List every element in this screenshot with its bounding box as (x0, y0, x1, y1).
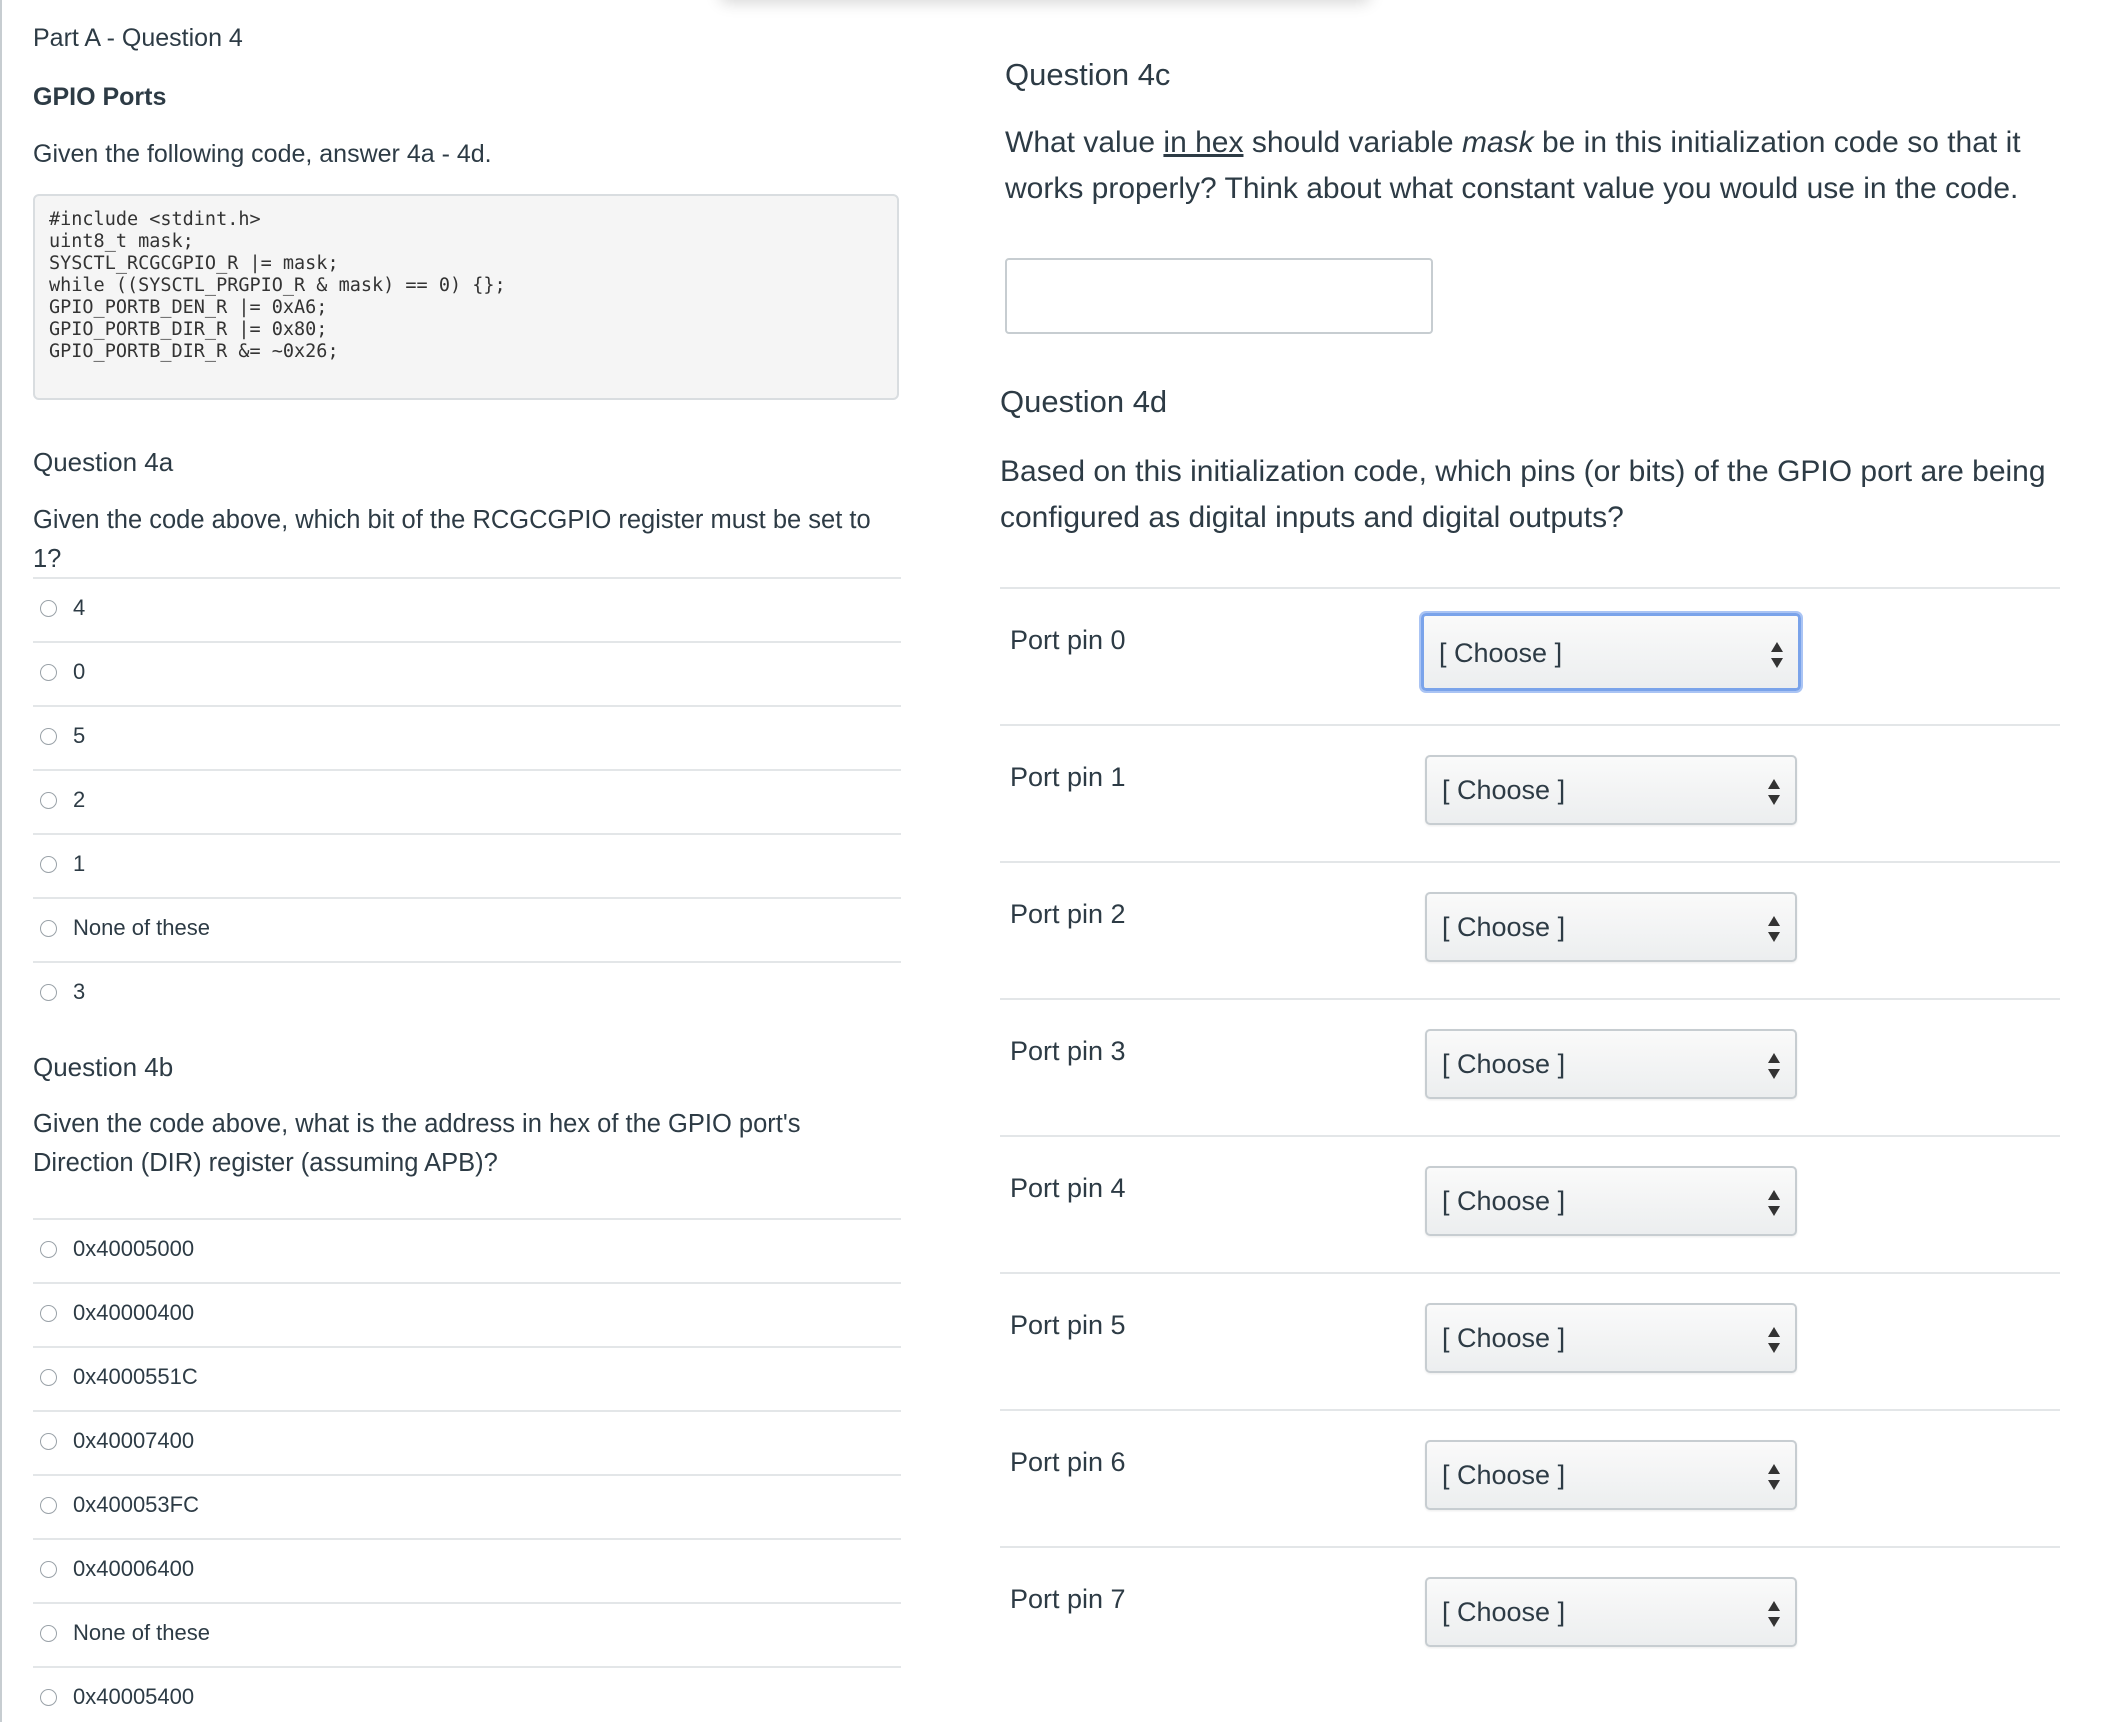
option-label: 1 (73, 851, 86, 876)
radio-button[interactable] (40, 1305, 57, 1322)
match-row (1000, 1000, 2060, 1137)
q4b-title: Question 4b (33, 1052, 174, 1082)
code-block (33, 194, 899, 400)
option-label: 4 (73, 595, 86, 620)
q4d-matching-table (1000, 587, 2060, 1683)
option-label: 0x4000551C (73, 1364, 198, 1389)
q4a-option[interactable] (33, 771, 901, 835)
select-value: [ Choose ] (1442, 1049, 1566, 1079)
q4a-option[interactable] (33, 707, 901, 771)
q4a-text: Given the code above, which bit of the RCGCGPIO register must be set to 1? (33, 506, 871, 573)
pin-label: Port pin 4 (1010, 1173, 1126, 1203)
option-label: None of these (73, 915, 210, 940)
option-label: 0x40000400 (73, 1300, 195, 1325)
match-row (1000, 726, 2060, 863)
pin-select[interactable] (1425, 1029, 1797, 1099)
match-row (1000, 1274, 2060, 1411)
q4c-title: Question 4c (1005, 57, 1171, 92)
radio-button[interactable] (40, 1497, 57, 1514)
q4d-title: Question 4d (1000, 384, 1168, 419)
match-row (1000, 1548, 2060, 1683)
option-label: 0x400053FC (73, 1492, 199, 1517)
radio-button[interactable] (40, 600, 57, 617)
select-arrows-icon (1770, 640, 1784, 670)
code-line: uint8_t mask; (49, 231, 194, 252)
q4a-option[interactable] (33, 963, 901, 1025)
pin-label: Port pin 5 (1010, 1310, 1126, 1340)
pin-select[interactable] (1425, 1440, 1797, 1510)
pin-label: Port pin 3 (1010, 1036, 1126, 1066)
pin-label: Port pin 7 (1010, 1584, 1126, 1614)
q4a-option[interactable] (33, 643, 901, 707)
match-row (1000, 1411, 2060, 1548)
select-arrows-icon (1767, 1188, 1781, 1218)
code-line: GPIO_PORTB_DIR_R &= ~0x26; (49, 341, 339, 362)
option-label: 0x40005000 (73, 1236, 195, 1261)
part-title: Part A - Question 4 (33, 24, 243, 52)
pin-label: Port pin 1 (1010, 762, 1126, 792)
select-value: [ Choose ] (1442, 1323, 1566, 1353)
select-value: [ Choose ] (1442, 912, 1566, 942)
match-row (1000, 863, 2060, 1000)
q4b-option[interactable] (33, 1284, 901, 1348)
q4c-text-underlined: in hex (1163, 126, 1244, 159)
select-arrows-icon (1767, 914, 1781, 944)
pin-select[interactable] (1425, 755, 1797, 825)
radio-button[interactable] (40, 728, 57, 745)
radio-button[interactable] (40, 664, 57, 681)
q4b-option[interactable] (33, 1348, 901, 1412)
select-value: [ Choose ] (1442, 775, 1566, 805)
radio-button[interactable] (40, 1689, 57, 1706)
pin-select[interactable] (1425, 1577, 1797, 1647)
option-label: 5 (73, 723, 86, 748)
q4a-options (33, 577, 901, 1025)
q4b-option[interactable] (33, 1540, 901, 1604)
q4a-option[interactable] (33, 835, 901, 899)
q4b-options (33, 1218, 901, 1730)
select-arrows-icon (1767, 1599, 1781, 1629)
option-label: 3 (73, 979, 86, 1004)
option-label: None of these (73, 1620, 210, 1645)
radio-button[interactable] (40, 1433, 57, 1450)
q4b-option[interactable] (33, 1604, 901, 1668)
code-line: while ((SYSCTL_PRGPIO_R & mask) == 0) {}; (49, 275, 506, 296)
radio-button[interactable] (40, 792, 57, 809)
radio-button[interactable] (40, 1625, 57, 1642)
code-line: GPIO_PORTB_DEN_R |= 0xA6; (49, 297, 328, 318)
pin-select[interactable] (1421, 613, 1801, 691)
code-line: SYSCTL_RCGCGPIO_R |= mask; (49, 253, 339, 274)
q4c-text-part: What value (1005, 126, 1164, 159)
q4c-text-italic: mask (1461, 126, 1534, 159)
match-row (1000, 589, 2060, 726)
option-label: 0 (73, 659, 86, 684)
option-label: 0x40007400 (73, 1428, 195, 1453)
radio-button[interactable] (40, 856, 57, 873)
q4c-text-part: should variable (1243, 126, 1462, 159)
section-title: GPIO Ports (33, 83, 167, 111)
intro-text: Given the following code, answer 4a - 4d. (33, 140, 492, 168)
select-value: [ Choose ] (1439, 638, 1563, 668)
select-value: [ Choose ] (1442, 1597, 1566, 1627)
select-value: [ Choose ] (1442, 1186, 1566, 1216)
q4b-option[interactable] (33, 1412, 901, 1476)
pin-select[interactable] (1425, 1303, 1797, 1373)
option-label: 2 (73, 787, 86, 812)
select-arrows-icon (1767, 1325, 1781, 1355)
q4a-option[interactable] (33, 899, 901, 963)
q4b-option[interactable] (33, 1220, 901, 1284)
radio-button[interactable] (40, 920, 57, 937)
q4b-text: Given the code above, what is the address in hex of the GPIO port's Direction (DIR) register (assuming APB)? (33, 1110, 801, 1177)
pin-select[interactable] (1425, 892, 1797, 962)
q4c-text-part: be in this initialization code so that it works properly? Think about what constant value you would use in the code. (1005, 126, 2021, 205)
pin-label: Port pin 6 (1010, 1447, 1126, 1477)
q4c-answer-input[interactable] (1005, 258, 1433, 334)
code-line: #include <stdint.h> (49, 209, 261, 230)
pin-label: Port pin 2 (1010, 899, 1126, 929)
pin-select[interactable] (1425, 1166, 1797, 1236)
select-arrows-icon (1767, 1051, 1781, 1081)
code-line: GPIO_PORTB_DIR_R |= 0x80; (49, 319, 328, 340)
option-label: 0x40006400 (73, 1556, 195, 1581)
radio-button[interactable] (40, 984, 57, 1001)
left-edge-border (0, 0, 2, 1722)
q4b-option[interactable] (33, 1476, 901, 1540)
radio-button[interactable] (40, 1561, 57, 1578)
q4a-option[interactable] (33, 579, 901, 643)
select-value: [ Choose ] (1442, 1460, 1566, 1490)
select-arrows-icon (1767, 1462, 1781, 1492)
option-label: 0x40005400 (73, 1684, 195, 1709)
q4a-title: Question 4a (33, 447, 174, 477)
q4c-text (1005, 120, 2045, 212)
match-row (1000, 1137, 2060, 1274)
radio-button[interactable] (40, 1369, 57, 1386)
pin-label: Port pin 0 (1010, 625, 1126, 655)
select-arrows-icon (1767, 777, 1781, 807)
q4d-text: Based on this initialization code, which pins (or bits) of the GPIO port are being configured as digital inputs and digital outputs? (1000, 455, 2046, 534)
q4b-option[interactable] (33, 1668, 901, 1730)
radio-button[interactable] (40, 1241, 57, 1258)
